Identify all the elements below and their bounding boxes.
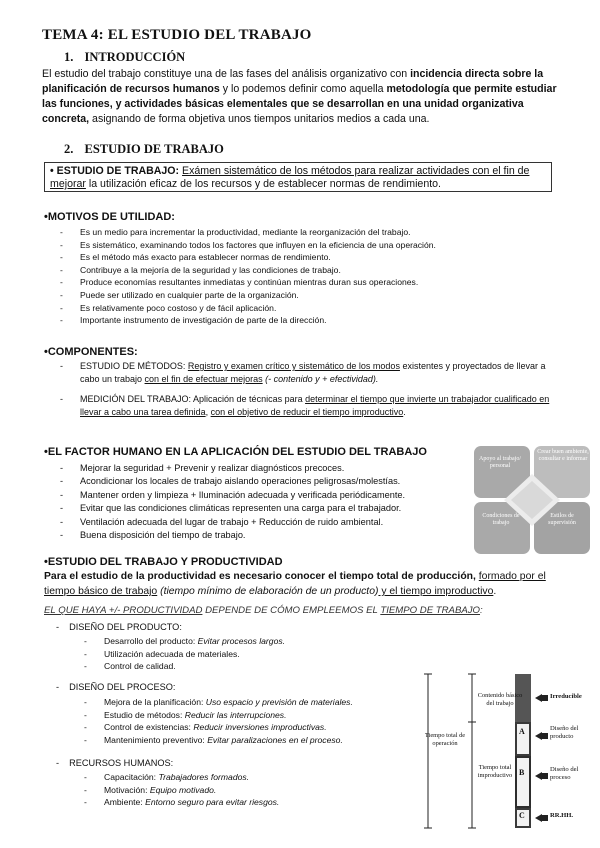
list-item: - Evitar que las condiciones climáticas representen una carga para el trabajador. — [80, 502, 470, 515]
intro-heading-text: INTRODUCCIÓN — [84, 50, 186, 64]
metodos-italic: (- contenido y + efectividad). — [262, 374, 379, 384]
intro-text-2: y lo podemos definir como aquella — [219, 83, 387, 95]
medicion-end: . — [403, 407, 406, 417]
item-italic: Reducir las interrupciones. — [184, 709, 287, 720]
list-item: - Mejorar la seguridad + Prevenir y realizar diagnósticos precoces. — [80, 462, 470, 475]
group-proceso-label: DISEÑO DEL PROCESO: — [69, 682, 176, 692]
motivos-heading: •MOTIVOS DE UTILIDAD: — [44, 211, 175, 223]
arrow-icon — [535, 772, 542, 780]
medicion-underlined-2: con el objetivo de reducir el tiempo improductivo — [210, 407, 404, 417]
definition-rest: la utilización eficaz de los recursos y de establecer normas de rendimiento. — [85, 178, 441, 190]
list-item: - Acondicionar los locales de trabajo aislando operaciones peligrosas/molestías. — [80, 475, 470, 488]
productividad-underlined-2: y el tiempo improductivo — [378, 586, 494, 597]
list-item: - Produce economías resultantes inmediatas y continúan mientras duran sus operaciones. — [80, 276, 550, 289]
item-italic: Trabajadores formados. — [158, 772, 250, 782]
group-producto — [56, 622, 182, 632]
intro-bold-1: incidencia directa sobre la planificación de recursos humanos — [42, 68, 544, 95]
list-item: - Buena disposición del tiempo de trabajo. — [80, 529, 470, 542]
dash-marker: - — [56, 682, 60, 692]
definition-underlined: Exámen sistemático de los métodos para realizar actividades con el fin de mejorar — [50, 165, 530, 190]
list-item — [104, 635, 404, 648]
figure-irreducible: Irreducible — [550, 693, 582, 700]
note-mid: DEPENDE DE CÓMO EMPLEEMOS EL — [202, 605, 381, 616]
metodos-text: existentes y proyectados de llevar a cabo un trabajo — [80, 361, 546, 384]
productividad-italic: (tiempo mínimo de elaboración de un producto) — [157, 586, 379, 597]
productividad-paragraph — [44, 569, 564, 599]
intro-text-1: El estudio del trabajo constituye una de las fases del análisis organizativo con — [42, 68, 411, 80]
proceso-list — [104, 696, 414, 746]
item-italic: Evitar procesos largos. — [197, 636, 286, 646]
diagram-label-top: Crear buen ambiente, consultar e informar — [537, 449, 589, 462]
metodos-label: ESTUDIO DE MÉTODOS: — [80, 361, 188, 371]
item-text: Control de calidad. — [104, 661, 176, 672]
medicion-label: MEDICIÓN DEL TRABAJO: Aplicación de técnicas para — [80, 394, 306, 404]
arrow-icon — [535, 814, 542, 822]
estudio-heading-text: ESTUDIO DE TRABAJO — [84, 142, 224, 156]
list-item: - Es un medio para incrementar la productividad, mediante la reorganización del trabajo. — [80, 226, 550, 239]
intro-heading-num: 1. — [64, 50, 74, 64]
figure-diseno-producto: Diseño del producto — [550, 725, 579, 740]
diagram-label-bottom-left: Condiciones de trabajo — [482, 513, 520, 526]
productividad-underlined-1: formado por el tiempo básico de trabajo — [44, 571, 546, 597]
list-item — [104, 734, 414, 747]
figure-rrhh: RR.HH. — [550, 812, 574, 819]
componente-medicion — [80, 393, 558, 419]
page-title: TEMA 4: EL ESTUDIO DEL TRABAJO — [42, 27, 312, 43]
item-text: Estudio de métodos: — [104, 709, 185, 720]
arrow-icon — [535, 732, 542, 740]
item-text: Motivación: — [104, 784, 150, 795]
figure-label-a: A — [519, 727, 525, 736]
group-rrhh — [56, 758, 173, 768]
list-item — [104, 771, 404, 784]
item-text: Ambiente: — [104, 797, 146, 808]
diagram-label-bottom-right: Estilos de supervisión — [548, 513, 576, 526]
figure-diseno-proceso: Diseño del proceso — [550, 766, 579, 781]
definition-box — [44, 162, 552, 192]
estudio-heading-num: 2. — [64, 142, 74, 156]
item-italic: Evitar paralizaciones en el proceso. — [207, 734, 343, 745]
figure-contenido: Contenido básico del trabajo — [477, 692, 523, 707]
productividad-heading: •ESTUDIO DEL TRABAJO Y PRODUCTIVIDAD — [44, 556, 283, 568]
list-item: - Es el método más exacto para establecer normas de rendimiento. — [80, 251, 550, 264]
productividad-note — [44, 605, 483, 616]
list-item: - Ventilación adecuada del lugar de trabajo + Reducción de ruido ambiental. — [80, 516, 470, 529]
list-item — [104, 709, 414, 722]
arrow-icon — [542, 733, 548, 739]
item-text: Utilización adecuada de materiales. — [104, 648, 240, 659]
item-text: Desarrollo del producto: — [104, 636, 198, 646]
intro-bold-2: metodología que permite estudiar las funciones, y actividades básicas elementales que se desarrollan en una unidad organizativa concreta, — [42, 83, 557, 125]
metodos-underlined-1: Registro y examen crítico y sistemático de los modos — [187, 361, 400, 371]
group-rrhh-label: RECURSOS HUMANOS: — [69, 758, 174, 768]
item-italic: Reducir inversiones improductivas. — [193, 722, 327, 733]
list-item — [104, 660, 404, 673]
motivos-list — [80, 226, 550, 327]
arrow-icon — [542, 773, 548, 779]
medicion-comma: , — [205, 407, 211, 417]
item-text: Capacitación: — [104, 772, 159, 782]
intro-paragraph — [42, 67, 558, 127]
list-item: - Contribuye a la mejoría de la seguridad y las condiciones de trabajo. — [80, 264, 550, 277]
definition-label: • ESTUDIO DE TRABAJO: — [50, 165, 180, 177]
diagram-label-left: Apoyo al trabajo/ personal — [479, 456, 521, 469]
arrow-icon — [542, 815, 548, 821]
intro-text-3: asignando de forma objetiva unos tiempos unitarios medios a cada una. — [89, 113, 430, 125]
figure-label-b: B — [519, 768, 525, 777]
list-item: - Importante instrumento de investigación de parte de la dirección. — [80, 314, 550, 327]
item-italic: Equipo motivado. — [149, 784, 217, 795]
list-item: - Es relativamente poco costoso y de fácil aplicación. — [80, 302, 550, 315]
note-underlined-1: EL QUE HAYA +/- PRODUCTIVIDAD — [44, 605, 203, 616]
item-text: Control de existencias: — [104, 722, 194, 733]
productividad-end: . — [493, 586, 497, 597]
metodos-underlined-2: con el fin de efectuar mejoras — [144, 374, 263, 384]
list-item — [104, 696, 414, 709]
group-proceso — [56, 682, 175, 692]
item-text: Mejora de la planificación: — [104, 697, 206, 707]
note-underlined-2: TIEMPO DE TRABAJO — [380, 605, 481, 616]
figure-label-c: C — [519, 811, 525, 820]
dash-marker: - — [56, 758, 60, 768]
item-italic: Uso espacio y previsión de materiales. — [205, 697, 353, 707]
list-item: - Mantener orden y limpieza + Iluminación adecuada y verificada periódicamente. — [80, 489, 470, 502]
bar-b-inner — [517, 758, 529, 806]
producto-list — [104, 635, 404, 673]
item-italic: Entorno seguro para evitar riesgos. — [145, 797, 280, 808]
dash-marker: - — [56, 622, 60, 632]
medicion-underlined-1: determinar el tiempo que invierte un trabajador cualificado en llevar a cabo una tarea definida — [80, 394, 550, 417]
item-text: Mantenimiento preventivo: — [104, 734, 208, 745]
arrow-icon — [542, 695, 548, 701]
list-item — [104, 796, 404, 809]
componentes-heading: •COMPONENTES: — [44, 346, 138, 358]
componentes-list — [80, 360, 558, 419]
factor-list — [80, 462, 470, 542]
estudio-heading — [64, 142, 224, 157]
list-item — [104, 784, 404, 797]
list-item: - Es sistemático, examinando todos los factores que influyen en la eficiencia de una operación. — [80, 239, 550, 252]
productividad-bold: Para el estudio de la productividad es necesario conocer el tiempo total de producción, — [44, 571, 476, 582]
group-producto-label: DISEÑO DEL PRODUCTO: — [69, 622, 182, 632]
rrhh-list — [104, 771, 404, 809]
figure-tiempo-total: Tiempo total de operación — [424, 732, 466, 747]
list-item — [104, 721, 414, 734]
list-item — [104, 648, 404, 661]
intro-heading — [64, 50, 185, 65]
arrow-icon — [535, 694, 542, 702]
figure-tiempo-improductivo: Tiempo total improductivo — [477, 764, 513, 779]
note-end: : — [480, 605, 483, 616]
list-item: - Puede ser utilizado en cualquier parte de la organización. — [80, 289, 550, 302]
componente-metodos — [80, 360, 558, 386]
factor-heading: •EL FACTOR HUMANO EN LA APLICACIÓN DEL ESTUDIO DEL TRABAJO — [44, 446, 427, 458]
